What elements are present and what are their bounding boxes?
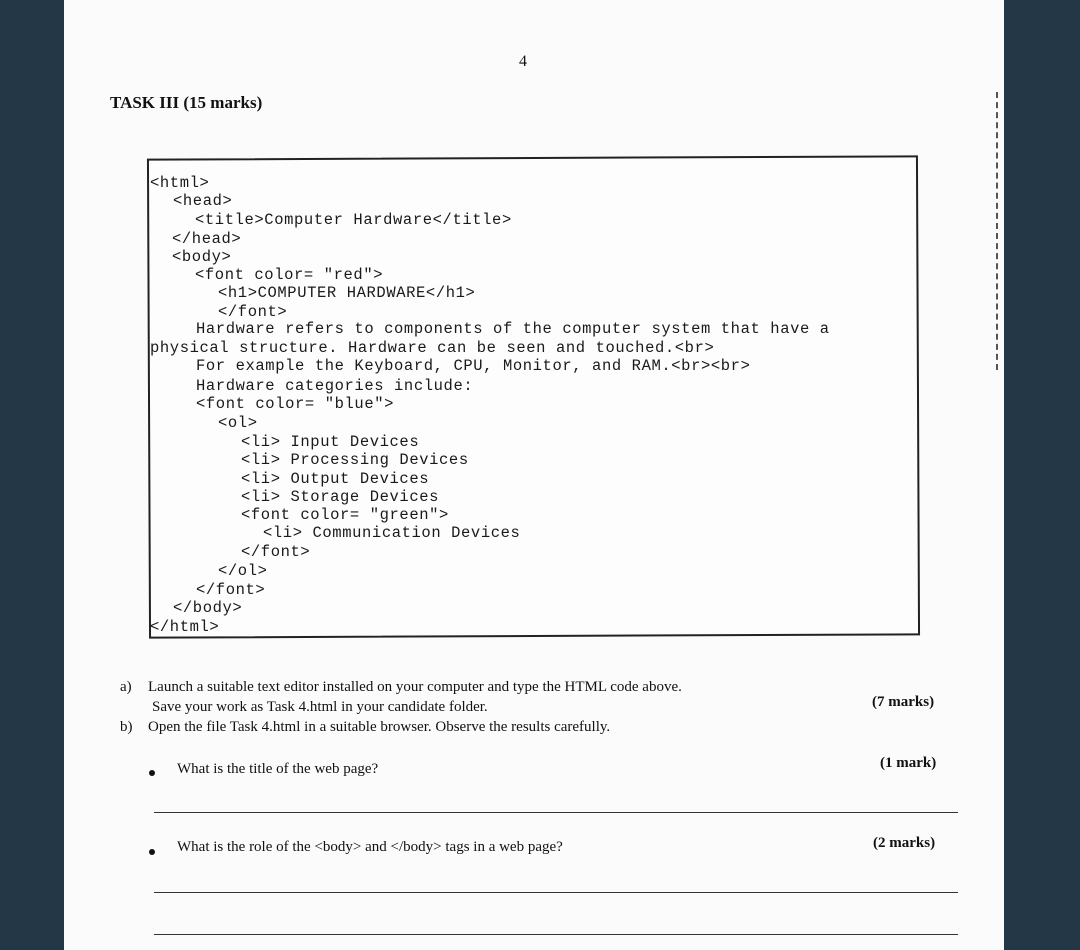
- page-number: 4: [519, 53, 527, 70]
- question-a-marks: (7 marks): [872, 694, 935, 710]
- code-line: <title>Computer Hardware</title>: [195, 211, 512, 229]
- answer-line: [154, 892, 958, 893]
- code-line: </html>: [150, 618, 220, 636]
- code-line: <li> Output Devices: [241, 470, 430, 488]
- code-line: <body>: [172, 248, 232, 266]
- code-line: </head>: [172, 230, 242, 248]
- code-line: <li> Processing Devices: [241, 451, 469, 469]
- code-line: Hardware refers to components of the computer system that have a: [196, 320, 830, 338]
- code-line: </body>: [173, 599, 243, 617]
- bullet1-question: What is the title of the web page?: [177, 761, 379, 777]
- code-line: Hardware categories include:: [196, 377, 474, 395]
- margin-dash-line: [996, 92, 998, 370]
- code-line: </ol>: [218, 562, 268, 580]
- task-title: TASK III (15 marks): [110, 93, 263, 112]
- code-line: <head>: [173, 192, 233, 210]
- question-a-line1: Launch a suitable text editor installed on your computer and type the HTML code above.: [148, 679, 682, 695]
- code-line: <li> Storage Devices: [241, 488, 440, 506]
- code-line: <ol>: [218, 414, 258, 432]
- bullet1-marks: (1 mark): [880, 755, 937, 771]
- code-line: <li> Input Devices: [241, 433, 420, 451]
- bullet-icon: [149, 770, 155, 776]
- code-line: <font color= "red">: [195, 266, 384, 284]
- code-line: <font color= "blue">: [196, 395, 395, 413]
- question-b-label: b): [120, 719, 133, 735]
- code-line: <h1>COMPUTER HARDWARE</h1>: [218, 284, 476, 302]
- answer-line: [154, 934, 958, 935]
- bullet-icon: [149, 849, 155, 855]
- question-a-line2: Save your work as Task 4.html in your candidate folder.: [152, 699, 488, 715]
- code-line: <html>: [150, 174, 210, 192]
- code-line: For example the Keyboard, CPU, Monitor, and RAM.<br><br>: [196, 357, 751, 375]
- code-line: </font>: [241, 543, 311, 561]
- code-line: </font>: [218, 303, 288, 321]
- code-line: <font color= "green">: [241, 506, 449, 524]
- answer-line: [154, 812, 958, 813]
- code-line: </font>: [196, 581, 266, 599]
- question-b-line1: Open the file Task 4.html in a suitable browser. Observe the results carefully.: [148, 719, 611, 735]
- bullet2-question: What is the role of the <body> and </body> tags in a web page?: [177, 839, 563, 855]
- code-line: <li> Communication Devices: [263, 524, 521, 542]
- question-a-label: a): [120, 679, 132, 695]
- bullet2-marks: (2 marks): [873, 835, 936, 851]
- code-line: physical structure. Hardware can be seen and touched.<br>: [150, 339, 715, 357]
